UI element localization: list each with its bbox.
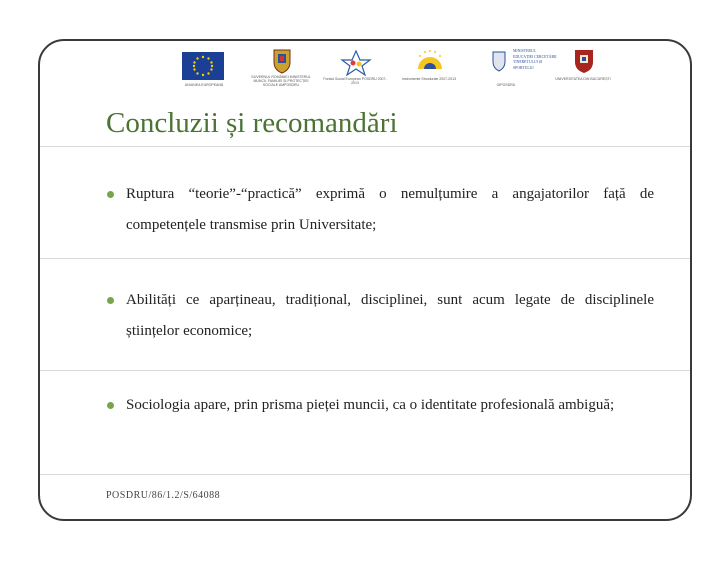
logo-caption: UNIUNEA EUROPEANĂ: [184, 83, 224, 87]
logo-caption: Instrumente Structurale 2007-2013: [401, 77, 457, 81]
university-bucharest-logo: [555, 46, 611, 92]
structural-instruments-logo: [401, 46, 457, 92]
bullet-item: [108, 390, 654, 421]
fse-logo: [323, 46, 387, 92]
university-bucharest-icon: [573, 48, 595, 74]
bullet-text: Ruptura “teorie”-“practică” exprimă o nemulțumire a angajatorilor față de competențele transmise prin Universitate;: [126, 186, 654, 233]
divider: [40, 146, 690, 147]
ministry-education-logo: [483, 46, 557, 92]
ministry-name: MINISTERUL EDUCAȚIEI CERCETĂRII TINERETULUI ȘI SPORTULUI: [513, 49, 557, 70]
project-code-footer: POSDRU/86/1.2/S/64088: [106, 490, 221, 501]
logo-caption: GUVERNUL ROMÂNIEI MINISTERUL MUNCII, FAMILIEI ȘI PROTECȚIEI SOCIALE AMPOSDRU: [251, 75, 311, 87]
bullet-item: [108, 179, 654, 241]
logo-caption: Fondul Social European POSDRU 2007-2013: [323, 77, 387, 85]
eu-flag-logo: [178, 46, 230, 92]
bullet-item: [108, 285, 654, 347]
bullet-dot-icon: [107, 297, 114, 304]
bullet-text: Abilități ce aparțineau, tradițional, disciplinei, sunt acum legate de disciplinele științelor economice;: [126, 292, 654, 339]
bullet-dot-icon: [107, 402, 114, 409]
partner-logos: [178, 46, 611, 92]
logo-caption: UNIVERSITATEA DIN BUCUREȘTI: [555, 77, 611, 81]
eu-flag-icon: [182, 52, 224, 80]
structural-instruments-icon: [415, 49, 445, 77]
romania-government-logo: [251, 46, 311, 92]
divider: [40, 370, 690, 371]
ministry-education-icon: [491, 50, 507, 72]
divider: [40, 474, 690, 475]
bullet-dot-icon: [107, 191, 114, 198]
fse-star-icon: [340, 50, 372, 76]
bullet-text: Sociologia apare, prin prisma pieței muncii, ca o identitate profesională ambiguă;: [126, 397, 615, 413]
romania-coat-of-arms-icon: [272, 48, 292, 74]
slide-title: Concluzii și recomandări: [106, 107, 398, 139]
divider: [40, 258, 690, 259]
logo-caption: OIPOSDRU: [496, 83, 516, 87]
